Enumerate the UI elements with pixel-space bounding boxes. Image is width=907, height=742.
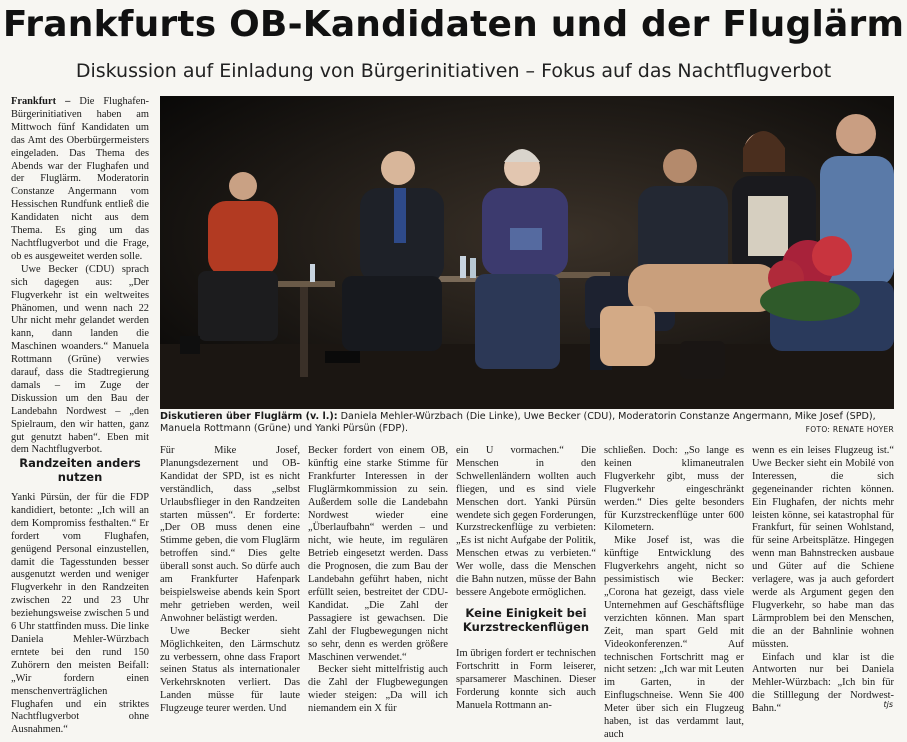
article-column-4b [456,648,596,710]
article-column-4 [456,445,596,600]
subheadline: Diskussion auf Einladung von Bürgerinitiativen – Fokus auf das Nachtflugverbot [75,60,832,82]
paragraph-josef-2: Mike Josef ist, was die künftige Entwicklung des Flugverkehrs angeht, nicht so pessimistisch wie Becker: „Corona hat gezeigt, dass viele Unternehmen auf Geschäftsflüge verzichten können. Man spart Zeit, man spart Geld mit Videokonferenzen.“ Auf technischen Fortschritt mag er nicht setzen: „Ich war mit Leuten im Garten, in der Einflugschneise. Wenn Sie 400 Meter über sich ein Flugzeug haben, ist das verdammt laut, auch [604,535,744,740]
headline: Frankfurts OB-Kandidaten und der Fluglärm [2,4,905,45]
article-column-1b [11,492,149,736]
paragraph-intro: Die Flughafen-Bürgerinitiativen haben am Mittwoch fünf Kandidaten um das Amt des Oberbürgermeisters eingeladen. Das Thema des Abends war der Flughafen und der Fluglärm. Moderatorin Constanze Angermann vom Hessischen Rundfunk entließ die Kandidaten nicht aus dem Thema. Es ging um das Nachtflugverbot und die Frage, ob es ausgeweitet werden solle. [11,96,149,262]
paragraph-becker-4: Becker sieht mittelfristig auch die Zahl der Flugbewegungen wieder steigen: „Da will ich niemandem ein X für [308,664,448,715]
author-signature: tjs [883,700,893,709]
dateline: Frankfurt – [11,96,71,107]
photo-caption [160,411,894,435]
caption-text: Daniela Mehler-Würzbach (Die Linke), Uwe Becker (CDU), Moderatorin Constanze Angermann, Mike Josef (SPD), Manuela Rottmann (Grüne) und Yanki Pürsün (FDP). [160,411,876,434]
event-photo [160,96,894,409]
photo-credit: FOTO: RENATE HOYER [805,425,894,434]
paragraph-rottmann: schließen. Doch: „So lange es keinen klimaneutralen Flugverkehr gibt, muss der Flugverkehr eingeschränkt werden.“ Dies gelte besonders für Kurzstreckenflüge unter 600 Kilometern. [604,445,744,534]
paragraph-josef: Für Mike Josef, Planungsdezernent und OB-Kandidat der SPD, ist es nicht verständlich, dass „selbst Urlaubsflieger in den Randzeiten starten müssen“. Er forderte: „Der OB muss denen eine Stimme geben, die vom Fluglärm betroffen sind.“ Dies gelte überall sonst auch. So dürfe auch am Frankfurter Hafenpark beispielsweise abends kein Sport mehr getrieben werden, weil Anwohner belästigt werden. [160,445,300,624]
article-column-5 [604,445,744,740]
subtitle-kurzstrecke: Keine Einigkeit bei Kurzstreckenflügen [462,606,590,634]
article-column-2 [160,445,300,715]
paragraph-becker: Uwe Becker (CDU) sprach sich dagegen aus: „Der Flugverkehr ist ein weltweites Phänomen, und wenn nach 22 Uhr nicht mehr gelandet werden kann, dann landen die Maschinen woanders.“ Manuela Rottmann (Grüne) verwies darauf, dass die Stadtregierung damals – im Zuge der Diskussion um den Bau der Landebahn Nordwest – „den Spielraum, den wir hatten, ganz gut genutzt haben“. Eben mit dem Nachtflugverbot. [11,263,149,456]
paragraph-fortschritt: Im übrigen fordert er technischen Fortschritt in Form leiserer, sparsamerer Maschinen. Dieser Forderung konnte sich auch Manuela Rottmann an- [456,648,596,711]
caption-lead: Diskutieren über Fluglärm (v. l.): [160,411,338,422]
paragraph-mehler: Einfach und klar ist die Antworten nur bei Daniela Mehler-Würzbach: „Ich bin für die Stilllegung der Nordwest-Bahn.“ [752,651,894,715]
paragraph-becker-5: wenn es ein leises Flugzeug ist.“ Uwe Becker sieht ein Mobilé von Interessen, die sich gegeneinander richten können. Ein Flughafen, der nichts mehr leisten könne, sei katastrophal für Frankfurt, für seinen Wohlstand, für seine Arbeitsplätze. Hingegen wenn man Bahnstrecken ausbaue und Güter auf die Schiene verlagere, was ja auch gefordert werde als Argument gegen den Flugverkehr, so habe man das Lärmproblem bei den Menschen, die an der Bahnlinie wohnen müssten. [752,445,894,650]
paragraph-becker-3: Becker fordert von einem OB, künftig eine starke Stimme für Frankfurter Interessen in der Fluglärmkommission zu sein. Außerdem solle die Landebahn Nordwest wieder eine „Überlaufbahn“ werden – und nicht, wie heute, im regulären Betrieb eingesetzt werden. Dass die Prognosen, die zum Bau der Landebahn geführt haben, nicht erfüllt seien, bestreitet der CDU-Kandidat. „Die Zahl der Passagiere ist gewachsen. Die Zahl der Flugbewegungen nicht so sehr, denn es werden größere Maschinen verwendet.“ [308,445,448,663]
article-column-3 [308,445,448,715]
article-column-1 [11,96,149,456]
paragraph-puersuen: Yanki Pürsün, der für die FDP kandidiert, betonte: „Ich will an dem Kompromiss festhalten.“ Er fordert vom Flughafen, genügend Personal einzustellen, damit die Tagesstunden besser ausgenutzt werden und weniger Flugverkehr in den Randzeiten zwischen 22 und 23 Uhr beziehungsweise zwischen 5 und 6 Uhr stattfinden muss. Die linke Daniela Mehler-Würzbach erntete bei den rund 150 Zuhörern den meisten Beifall: „Wir fordern einen menschenverträglichen Flughafen und ein striktes Nachtflugverbot ohne Ausnahmen.“ [11,492,149,736]
subtitle-randzeiten: Randzeiten anders nutzen [19,456,141,484]
paragraph-becker-2: Uwe Becker sieht Möglichkeiten, den Lärmschutz zu verbessern, ohne dass Fraport seinen Status als internationaler Verkehrsknoten verliert. Das Landen müsse für laute Flugzeuge teurer werden. Und [160,625,300,715]
paragraph-schwellenlaender: ein U vormachen.“ Die Menschen in den Schwellenländern wollten auch fliegen, und es sind viele Menschen dort. Yanki Pürsün wendete sich gegen Forderungen, Kurzstreckenflüge zu verbieten: „Es ist nicht Aufgabe der Politik, Menschen etwas zu verbieten.“ Wer wolle, dass die Menschen die Bahn nutzen, müsse der Bahn bessere Angebote ermöglichen. [456,445,596,598]
panel-discussion-image [160,96,894,409]
